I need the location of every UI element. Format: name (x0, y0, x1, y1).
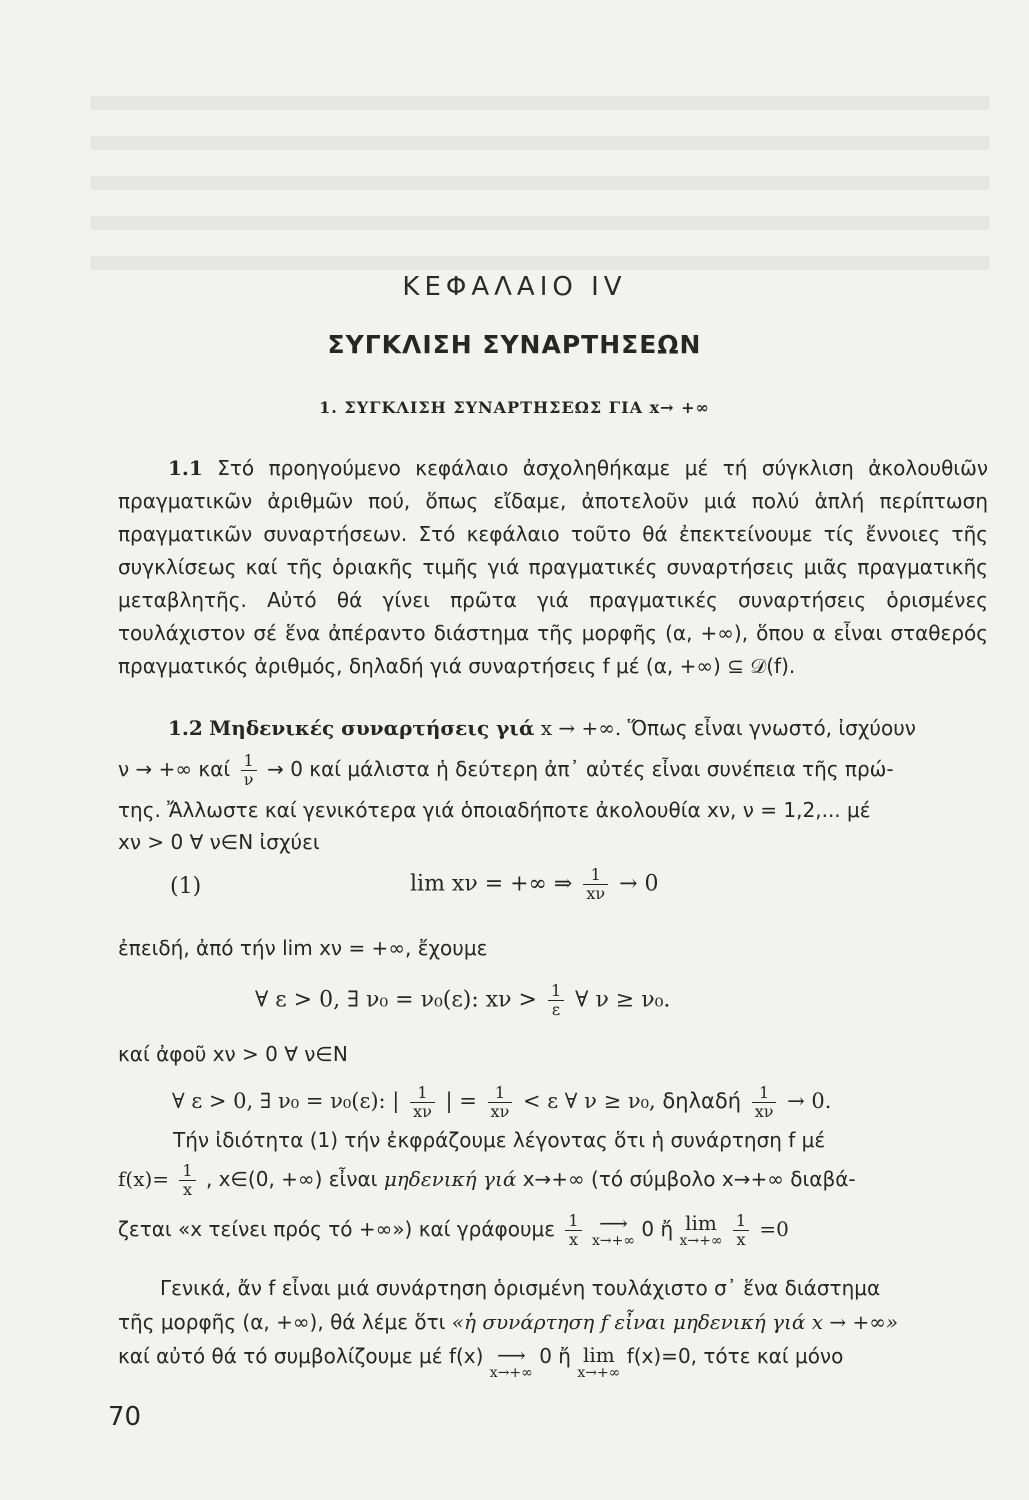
lim-subscript: x→+∞ (679, 1233, 723, 1249)
limit-arrow (592, 1212, 635, 1248)
page-number: 70 (108, 1402, 142, 1432)
numerator: 1 (583, 866, 608, 885)
equation-2 (255, 982, 670, 1019)
paragraph-1-1 (118, 452, 988, 683)
line-text: 0 ἤ (539, 1344, 571, 1368)
paragraph-1-2-first-line (118, 716, 1029, 740)
numerator: 1 (565, 1212, 581, 1231)
line-text: f(x)=0, τότε καί μόνο (626, 1344, 844, 1368)
fraction-one-over-xnu (488, 1084, 513, 1121)
limit-operator (577, 1344, 620, 1380)
heading-math: x → +∞. (540, 716, 622, 740)
equation-middle: | = (445, 1089, 477, 1113)
numerator: 1 (410, 1084, 435, 1103)
denominator: xν (490, 1102, 510, 1121)
property-line-2 (118, 1162, 988, 1199)
bleed-through-shadow (90, 70, 990, 300)
lim-word: lim (685, 1211, 717, 1235)
since-line: ἐπειδή, ἀπό τήν lim xν = +∞, ἔχουμε (118, 936, 488, 960)
fraction-one-over-x (565, 1212, 581, 1249)
line-text: 0 ἤ (641, 1217, 674, 1241)
line-text: =0 (759, 1217, 789, 1241)
equation-right: ∀ ν ≥ ν₀. (575, 987, 671, 1013)
numerator: 1 (488, 1084, 513, 1103)
section-heading: 1. ΣΥΓΚΛΙΣΗ ΣΥΝΑΡΤΗΣΕΩΣ ΓΙΑ x→ +∞ (319, 398, 710, 417)
fraction-one-over-x (179, 1162, 195, 1199)
property-line-1: Τήν ἰδιότητα (1) τήν ἐκφράζουμε λέγοντας ὅτι ἡ συνάρτηση f μέ (173, 1128, 826, 1152)
equation-right: < ε ∀ ν ≥ ν₀, (522, 1089, 656, 1113)
equation-1-label: (1) (170, 874, 202, 899)
equation-end: → 0. (787, 1089, 832, 1113)
denominator: x (182, 1180, 193, 1199)
function-def: f(x)= (118, 1167, 170, 1191)
fraction-one-over-xnu (583, 866, 608, 903)
denominator: ε (551, 1000, 561, 1019)
arrow-subscript: x→+∞ (489, 1365, 533, 1381)
lim-word: lim (582, 1343, 615, 1367)
equation-left: lim xν = +∞ ⇒ (410, 871, 573, 897)
paragraph-1-2-fourth-line: xν > 0 ∀ ν∈N ἰσχύει (118, 830, 320, 854)
fraction-one-over-nu (241, 752, 257, 789)
emphasis-text: «ἡ συνάρτηση f εἶναι μηδενική γιά x → +∞» (451, 1310, 899, 1334)
numerator: 1 (752, 1084, 777, 1103)
property-line-3 (118, 1212, 988, 1249)
lim-subscript: x→+∞ (577, 1365, 621, 1381)
long-arrow-icon: ⟶ (599, 1211, 628, 1235)
fraction-one-over-xnu (410, 1084, 435, 1121)
and-since-line: καί ἀφοῦ xν > 0 ∀ ν∈N (118, 1042, 348, 1066)
paragraph-number: 1.2 (168, 716, 203, 740)
denominator: x (736, 1230, 746, 1249)
equation-left: ∀ ε > 0, ∃ ν₀ = ν₀(ε): xν > (255, 987, 537, 1013)
paragraph-text: Ὅπως εἶναι γνωστό, ἰσχύουν (627, 716, 916, 740)
line-text: ζεται «x τείνει πρός τό +∞») καί γράφουμε (118, 1217, 556, 1241)
fraction-one-over-xnu (752, 1084, 777, 1121)
denominator: x (569, 1230, 579, 1249)
line-text: → 0 καί μάλιστα ἡ δεύτερη ἀπ᾽ αὐτές εἶναι συνέπεια τῆς πρώ- (267, 757, 894, 781)
equation-word: δηλαδή (662, 1089, 742, 1113)
fraction-one-over-eps (548, 982, 564, 1019)
numerator: 1 (179, 1162, 195, 1181)
equation-3 (172, 1084, 831, 1121)
line-text: x→+∞ (τό σύμβολο x→+∞ διαβά- (522, 1167, 856, 1191)
line-text: τῆς μορφῆς (α, +∞), θά λέμε ὅτι (118, 1310, 446, 1334)
chapter-title: ΣΥΓΚΛΙΣΗ ΣΥΝΑΡΤΗΣΕΩΝ (327, 330, 702, 359)
equation-1 (410, 866, 659, 903)
numerator: 1 (733, 1212, 749, 1231)
limit-operator (679, 1212, 722, 1248)
paragraph-heading: Μηδενικές συναρτήσεις γιά (209, 716, 535, 740)
fraction-one-over-x (733, 1212, 749, 1249)
line-text: καί αὐτό θά τό συμβολίζουμε μέ f(x) (118, 1344, 484, 1368)
general-line-1: Γενικά, ἄν f εἶναι μιά συνάρτηση ὁρισμένη τουλάχιστο σ᾽ ἕνα διάστημα (160, 1276, 881, 1300)
equation-right: → 0 (619, 871, 659, 897)
numerator: 1 (548, 982, 564, 1001)
paragraph-text: Στό προηγούμενο κεφάλαιο ἀσχοληθήκαμε μέ τή σύγκλιση ἀκολουθιῶν πραγματικῶν ἀριθμῶν πού, ὅπως εἴδαμε, ἀποτελοῦν μιά πολύ ἁπλή περίπτωση πραγματικῶν συναρτήσεων. Στό κεφάλαιο τοῦτο θά ἐπεκτείνουμε τίς ἔννοιες τῆς συγκλίσεως καί τῆς ὁριακῆς τιμῆς γιά πραγματικές συναρτήσεις μιᾶς πραγματικῆς μεταβλητῆς. Αὐτό θά γίνει πρῶτα γιά πραγματικές συναρτήσεις ὁρισμένες τουλάχιστον σέ ἕνα ἀπέραντο διάστημα τῆς μορφῆς (α, +∞), ὅπου α εἶναι σταθερός πραγματικός ἀριθμός, δηλαδή γιά συναρτήσεις f μέ (α, +∞) ⊆ 𝒟(f). (118, 456, 988, 678)
emphasis-text: μηδενική γιά (383, 1167, 517, 1191)
denominator: xν (754, 1102, 774, 1121)
paragraph-number: 1.1 (168, 456, 203, 480)
general-line-2 (118, 1310, 988, 1334)
paragraph-1-2-third-line: της. Ἄλλωστε καί γενικότερα γιά ὁποιαδήποτε ἀκολουθία xν, ν = 1,2,... μέ (118, 798, 871, 822)
denominator: xν (413, 1102, 432, 1121)
line-text: , x∈(0, +∞) εἶναι (205, 1167, 378, 1191)
long-arrow-icon: ⟶ (496, 1343, 526, 1367)
denominator: xν (586, 884, 606, 903)
numerator: 1 (241, 752, 257, 771)
denominator: ν (243, 770, 254, 789)
limit-arrow (490, 1344, 533, 1380)
general-line-3 (118, 1344, 988, 1380)
equation-left: ∀ ε > 0, ∃ ν₀ = ν₀(ε): | (172, 1089, 400, 1113)
paragraph-1-2-second-line (118, 752, 988, 789)
line-text: ν → +∞ καί (118, 757, 231, 781)
chapter-heading: ΚΕΦΑΛΑΙΟ IV (402, 272, 627, 302)
arrow-subscript: x→+∞ (591, 1233, 635, 1249)
